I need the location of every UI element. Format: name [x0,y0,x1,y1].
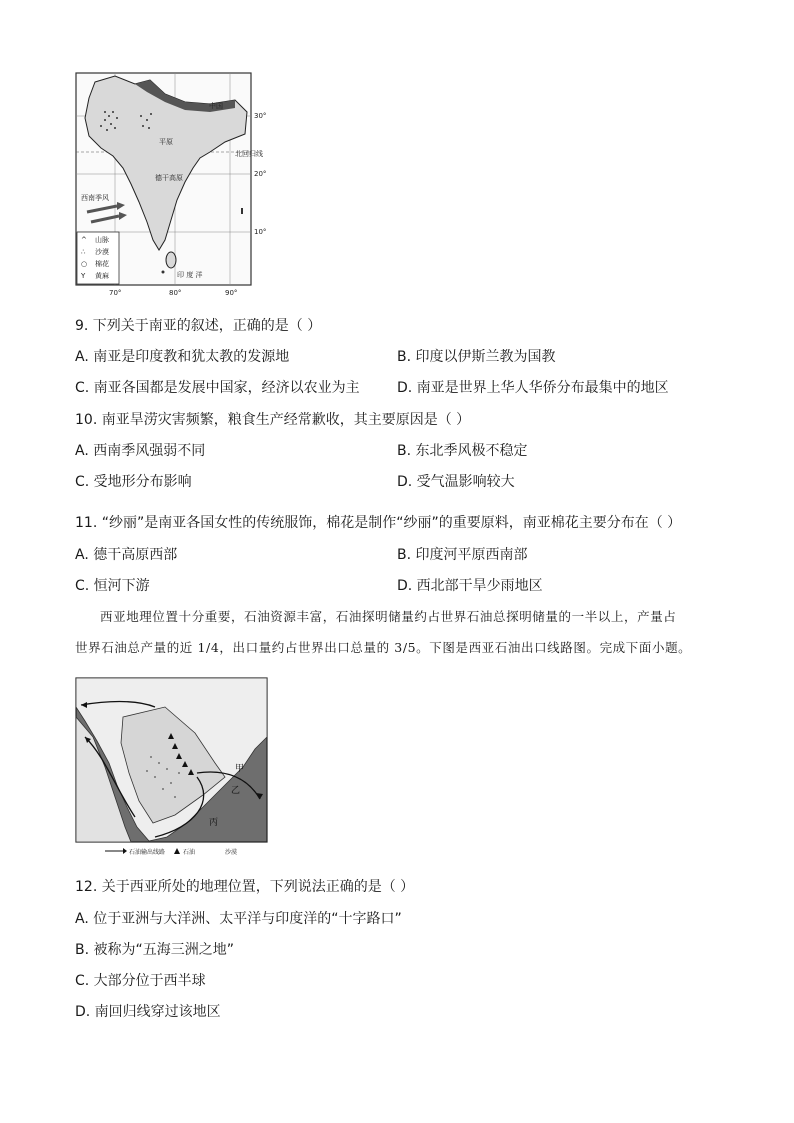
passage-line-2: 世界石油总产量的近 1/4，出口量约占世界出口总量的 3/5。下图是西亚石油出口线路图。完成下面小题。 [75,640,692,655]
label-lat30: 30° [254,112,267,120]
legend-oil-label: 石油 [183,849,196,855]
label-monsoon: 西南季风 [81,194,109,202]
legend-route-label: 石油输出线路 [129,849,166,855]
q10-option-d[interactable]: D. 受气温影响较大 [397,474,515,490]
legend-symbol-jute: Y [81,272,86,280]
q12-option-c[interactable]: C. 大部分位于西半球 [75,973,206,989]
q12-option-b[interactable]: B. 被称为“五海三洲之地” [75,942,235,958]
q11-option-b[interactable]: B. 印度河平原西南部 [397,547,528,563]
south-asia-legend [77,232,119,284]
west-asia-legend [105,848,237,855]
legend-symbol-cotton: ○ [81,260,88,268]
question-10-stem: 10. 南亚旱涝灾害频繁，粮食生产经常歉收，其主要原因是（ ） [75,412,471,428]
q11-option-c[interactable]: C. 恒河下游 [75,578,150,594]
q9-option-a[interactable]: A. 南亚是印度教和犹太教的发源地 [75,349,290,365]
passage-line-1: 西亚地理位置十分重要，石油资源丰富，石油探明储量约占世界石油总探明储量的一半以上，产量占 [100,609,677,624]
label-jia: 甲 [235,764,245,774]
q12-option-a[interactable]: A. 位于亚洲与大洋洲、太平洋与印度洋的“十字路口” [75,911,402,927]
question-9-stem: 9. 下列关于南亚的叙述，正确的是（ ） [75,318,322,334]
q10-option-b[interactable]: B. 东北季风极不稳定 [397,443,528,459]
legend-label-jute: 黄麻 [95,272,109,280]
label-lon80: 80° [169,289,182,297]
label-deccan: 德干高原 [155,174,183,182]
west-asia-map-graphic [75,677,270,855]
label-lon90: 90° [225,289,238,297]
legend-symbol-mountain: ^ [81,236,87,244]
label-ocean: 印 度 洋 [177,271,203,279]
label-plain: 平原 [159,138,173,146]
question-12-stem: 12. 关于西亚所处的地理位置，下列说法正确的是（ ） [75,879,415,895]
q9-option-d[interactable]: D. 南亚是世界上华人华侨分布最集中的地区 [397,380,669,396]
question-11-stem: 11. “纱丽”是南亚各国女性的传统服饰，棉花是制作“纱丽”的重要原料，南亚棉花主要分布在（ ） [75,515,682,531]
q11-option-d[interactable]: D. 西北部干旱少雨地区 [397,578,543,594]
label-lon70: 70° [109,289,122,297]
legend-desert-label: 沙漠 [225,849,238,855]
legend-label-mountain: 山脉 [95,236,109,244]
south-asia-map [75,72,275,298]
q12-option-d[interactable]: D. 南回归线穿过该地区 [75,1004,221,1020]
q11-option-a[interactable]: A. 德干高原西部 [75,547,178,563]
label-lat20: 20° [254,170,267,178]
q9-option-b[interactable]: B. 印度以伊斯兰教为国教 [397,349,556,365]
q10-option-a[interactable]: A. 西南季风强弱不同 [75,443,206,459]
west-asia-map [75,677,270,855]
q10-option-c[interactable]: C. 受地形分布影响 [75,474,192,490]
label-tropic: 北回归线 [235,150,263,158]
q9-option-c[interactable]: C. 南亚各国都是发展中国家，经济以农业为主 [75,380,360,396]
label-lat10: 10° [254,228,267,236]
legend-label-desert: 沙漠 [95,248,109,256]
legend-label-cotton: 棉花 [95,260,109,268]
south-asia-map-graphic [75,72,275,298]
legend-symbol-desert: ∴ [81,248,86,256]
label-china: 中国 [209,102,223,110]
label-yi: 乙 [231,786,241,796]
label-bing: 丙 [209,818,219,828]
